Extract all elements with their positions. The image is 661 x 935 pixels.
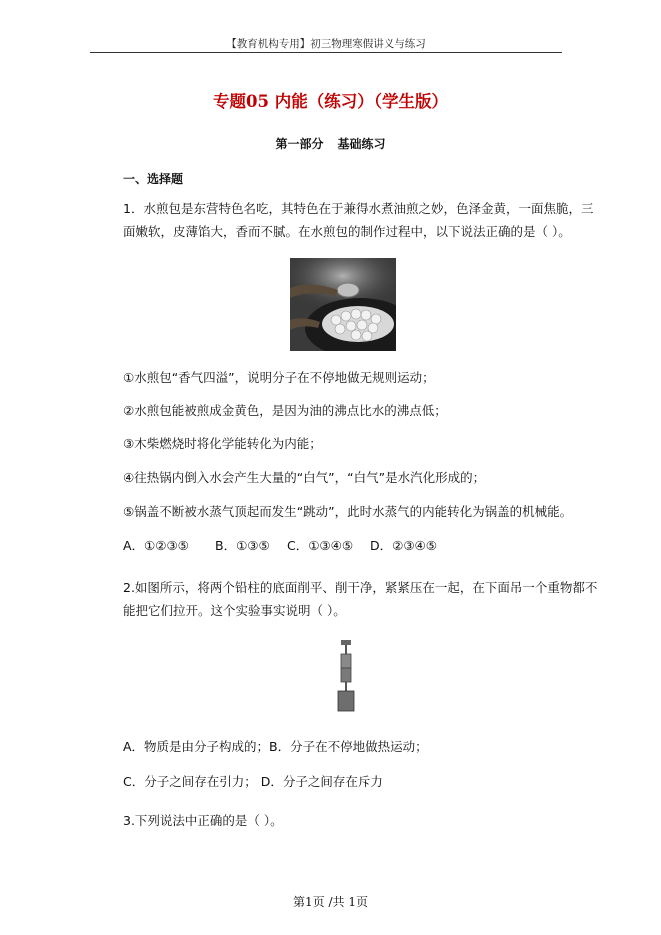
page-header: 【教育机构专用】初三物理寒假讲义与练习: [90, 36, 562, 53]
q1-option-d: D．②③④⑤: [370, 538, 437, 553]
part-heading: [0, 135, 661, 152]
lead-cylinders-figure: [335, 640, 357, 712]
part-label: 第一部分: [275, 137, 324, 151]
section-heading: 一、选择题: [123, 172, 184, 186]
q1-stem-line1: 1．水煎包是东营特色名吃，其特色在于兼得水煮油煎之妙，色泽金黄，一面焦脆，三: [123, 201, 594, 216]
q1-statement-1: ①水煎包“香气四溢”，说明分子在不停地做无规则运动；: [123, 370, 435, 385]
q2-options-line1: A．物质是由分子构成的；B．分子在不停地做热运动；: [123, 739, 428, 754]
q2-stem-line2: 能把它们拉开。这个实验事实说明（ ）。: [123, 603, 346, 618]
part-name: 基础练习: [337, 137, 386, 151]
q1-statement-5: ⑤锅盖不断被水蒸气顶起而发生“跳动”，此时水蒸气的内能转化为锅盖的机械能。: [123, 504, 573, 519]
cooking-pan-image: [290, 258, 396, 351]
lead-cylinders-icon: [335, 640, 357, 712]
q1-photo: [290, 258, 396, 351]
page-title: 专题05 内能（练习）（学生版）: [213, 92, 448, 111]
q1-statement-2: ②水煎包能被煎成金黄色，是因为油的沸点比水的沸点低；: [123, 403, 447, 418]
page-footer: 第1页 /共 1页: [293, 895, 368, 909]
q2-options-line2: C．分子之间存在引力； D．分子之间存在斥力: [123, 774, 383, 789]
q1-option-a: A．①②③⑤: [123, 538, 189, 553]
q2-stem-line1: 2.如图所示，将两个铅柱的底面削平、削干净，紧紧压在一起，在下面吊一个重物都不: [123, 580, 598, 595]
q1-statement-4: ④往热锅内倒入水会产生大量的“白气”，“白气”是水汽化形成的；: [123, 470, 486, 485]
q1-option-c: C．①③④⑤: [287, 538, 354, 553]
q3-stem-line1: 3.下列说法中正确的是（ ）。: [123, 813, 283, 828]
q1-option-b: B．①③⑤: [215, 538, 270, 553]
q1-stem-line2: 面嫩软，皮薄馅大，香而不腻。在水煎包的制作过程中，以下说法正确的是（ ）。: [123, 224, 571, 239]
q1-statement-3: ③木柴燃烧时将化学能转化为内能；: [123, 436, 322, 451]
